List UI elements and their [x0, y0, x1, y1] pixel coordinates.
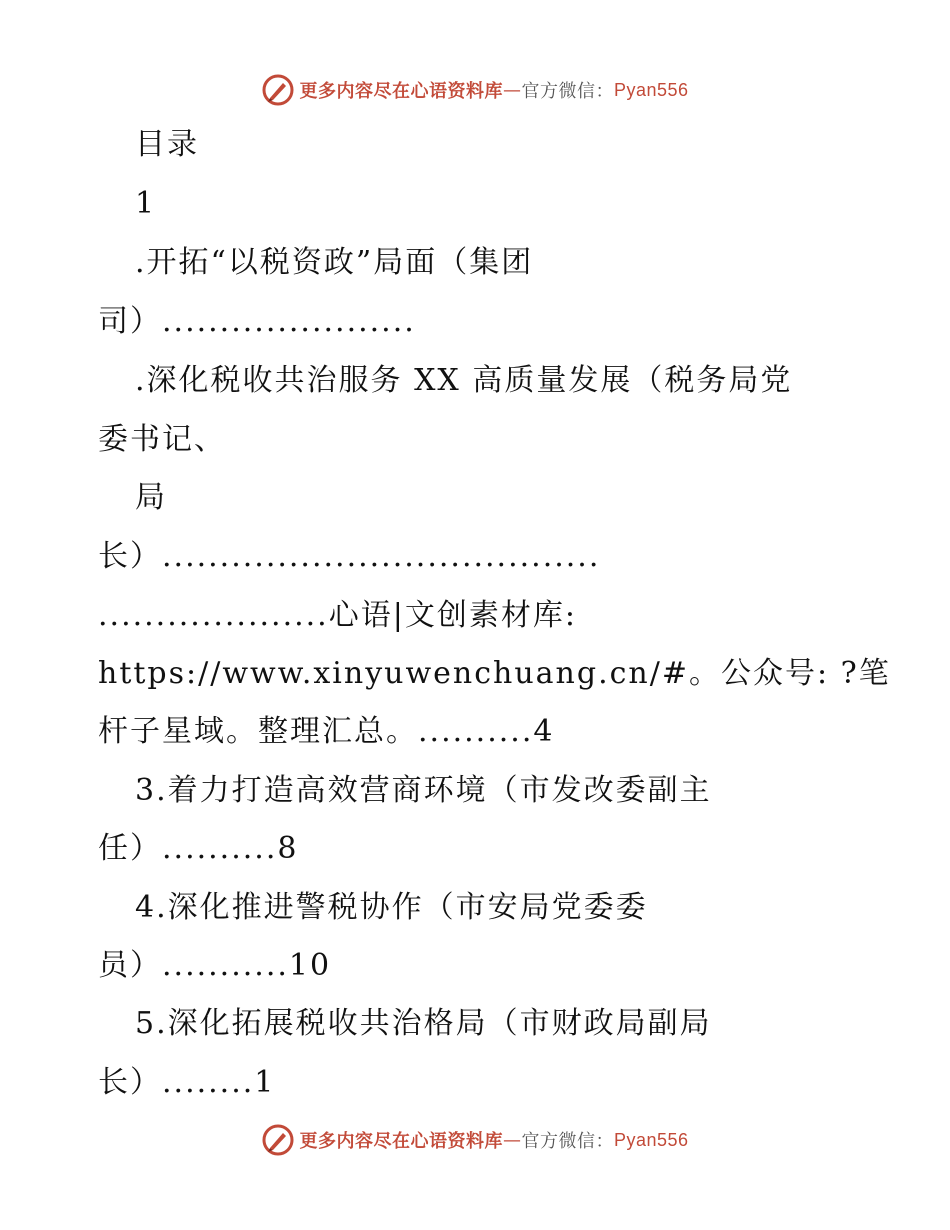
watermark-sub-text: 官方微信： [521, 1131, 614, 1152]
watermark-dash: — [502, 1129, 522, 1151]
header-watermark [0, 70, 950, 110]
toc-line: 任）..........8 [98, 831, 299, 866]
toc-line: 长）........1 [98, 1065, 276, 1100]
toc-line: 3.着力打造高效营商环境（市发改委副主 [135, 773, 712, 808]
toc-line: 长）...................................... [98, 539, 601, 574]
watermark-main-text: 更多内容尽在心语资料库 [299, 81, 503, 102]
watermark-id-text: Pyan556 [613, 1129, 689, 1150]
toc-heading: 目录 [135, 127, 199, 162]
watermark-sub-text: 官方微信： [521, 81, 614, 102]
toc-line: .深化税收共治服务 XX 高质量发展（税务局党 [135, 363, 793, 398]
toc-line: ....................心语|文创素材库: [98, 598, 577, 633]
toc-line: 杆子星域。整理汇总。..........4 [98, 714, 555, 749]
toc-line: https://www.xinyuwenchuang.cn/#。公众号: ?笔 [98, 656, 891, 691]
toc-line: 司）...................... [98, 304, 416, 339]
toc-line: 局 [135, 480, 167, 515]
pen-logo-icon [261, 1123, 295, 1157]
toc-line: .开拓“以税资政”局面（集团 [135, 245, 534, 280]
watermark-id-text: Pyan556 [613, 79, 689, 100]
toc-line: 5.深化拓展税收共治格局（市财政局副局 [135, 1006, 712, 1041]
toc-line: 委书记、 [98, 422, 226, 457]
watermark-main-text: 更多内容尽在心语资料库 [299, 1131, 503, 1152]
watermark-dash: — [502, 79, 522, 101]
pen-logo-icon [261, 73, 295, 107]
footer-watermark [0, 1120, 950, 1160]
toc-line: 1 [135, 186, 157, 221]
toc-line: 员）...........10 [98, 948, 332, 983]
toc-line: 4.深化推进警税协作（市安局党委委 [135, 890, 648, 925]
